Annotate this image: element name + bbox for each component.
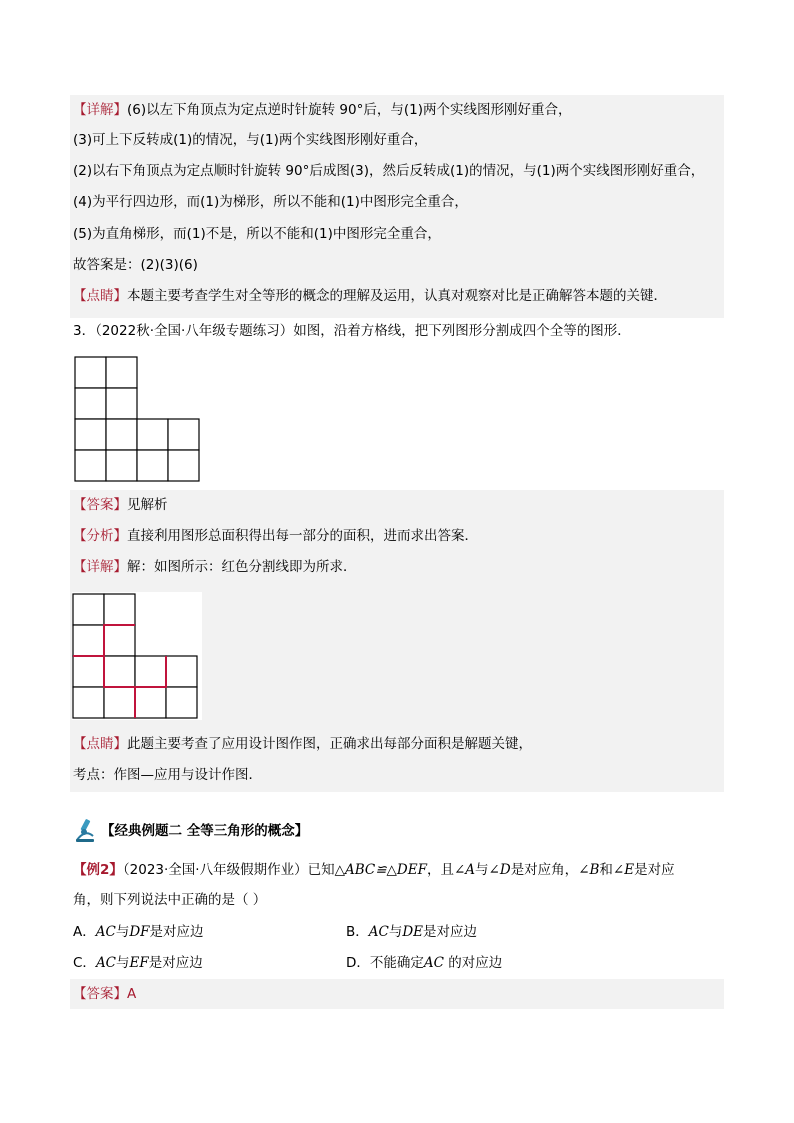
detail-line-5: (5)为直角梯形，而(1)不是，所以不能和(1)中图形完全重合， — [73, 226, 441, 242]
analysis-row: 【分析】直接利用图形总面积得出每一部分的面积，进而求出答案． — [73, 528, 478, 544]
answer-line: 故答案是：(2)(3)(6) — [73, 257, 198, 273]
option-a: A．AC与DF是对应边 — [73, 924, 204, 940]
key-point-row: 【点睛】此题主要考查了应用设计图作图，正确求出每部分面积是解题关键， — [73, 736, 532, 752]
answer-row: 【答案】见解析 — [73, 497, 168, 513]
section-heading: 【经典例题二 全等三角形的概念】 — [101, 823, 309, 839]
solution-detail-row: 【详解】解：如图所示：红色分割线即为所求． — [73, 559, 357, 575]
key-point-line: 【点睛】本题主要考查学生对全等形的概念的理解及运用，认真对观察对比是正确解答本题的关键． — [73, 288, 667, 304]
analysis-tag: 【分析】 — [73, 528, 127, 544]
question-3-text: 3．（2022秋·全国·八年级专题练习）如图，沿着方格线，把下列图形分割成四个全等的图形． — [73, 323, 631, 339]
question-figure — [74, 356, 204, 482]
detail-line-2: (3)可上下反转成(1)的情况，与(1)两个实线图形刚好重合， — [73, 132, 428, 148]
example-2-line-1: 【例2】（2023·全国·八年级假期作业）已知△ABC≌△DEF，且∠A与∠D是对应角，∠B和∠E是对应 — [73, 862, 675, 878]
detail-line-3: (2)以右下角顶点为定点顺时针旋转 90°后成图(3)，然后反转成(1)的情况，与(1)两个实线图形刚好重合， — [73, 163, 705, 179]
key-point-tag: 【点睛】 — [73, 736, 127, 752]
detail-tag: 【详解】 — [73, 102, 127, 118]
option-b: B．AC与DE是对应边 — [346, 924, 478, 940]
answer-tag: 【答案】 — [73, 986, 127, 1002]
option-d: D．不能确定AC 的对应边 — [346, 955, 503, 971]
key-point-tag: 【点睛】 — [73, 288, 127, 304]
option-c: C．AC与EF是对应边 — [73, 955, 203, 971]
detail-line-1: 【详解】(6)以左下角顶点为定点逆时针旋转 90°后，与(1)两个实线图形刚好重合， — [73, 102, 572, 118]
example-answer-row: 【答案】A — [73, 986, 137, 1002]
solution-detail-tag: 【详解】 — [73, 559, 127, 575]
example-label: 【例2】 — [73, 862, 123, 878]
solution-figure — [72, 592, 202, 720]
detail-line-4: (4)为平行四边形，而(1)为梯形，所以不能和(1)中图形完全重合， — [73, 194, 468, 210]
microscope-icon — [72, 817, 98, 843]
answer-block — [70, 979, 724, 1009]
example-2-line-2: 角，则下列说法中正确的是（ ） — [73, 892, 267, 908]
kaodian-row: 考点：作图—应用与设计作图． — [73, 767, 262, 783]
answer-tag: 【答案】 — [73, 497, 127, 513]
